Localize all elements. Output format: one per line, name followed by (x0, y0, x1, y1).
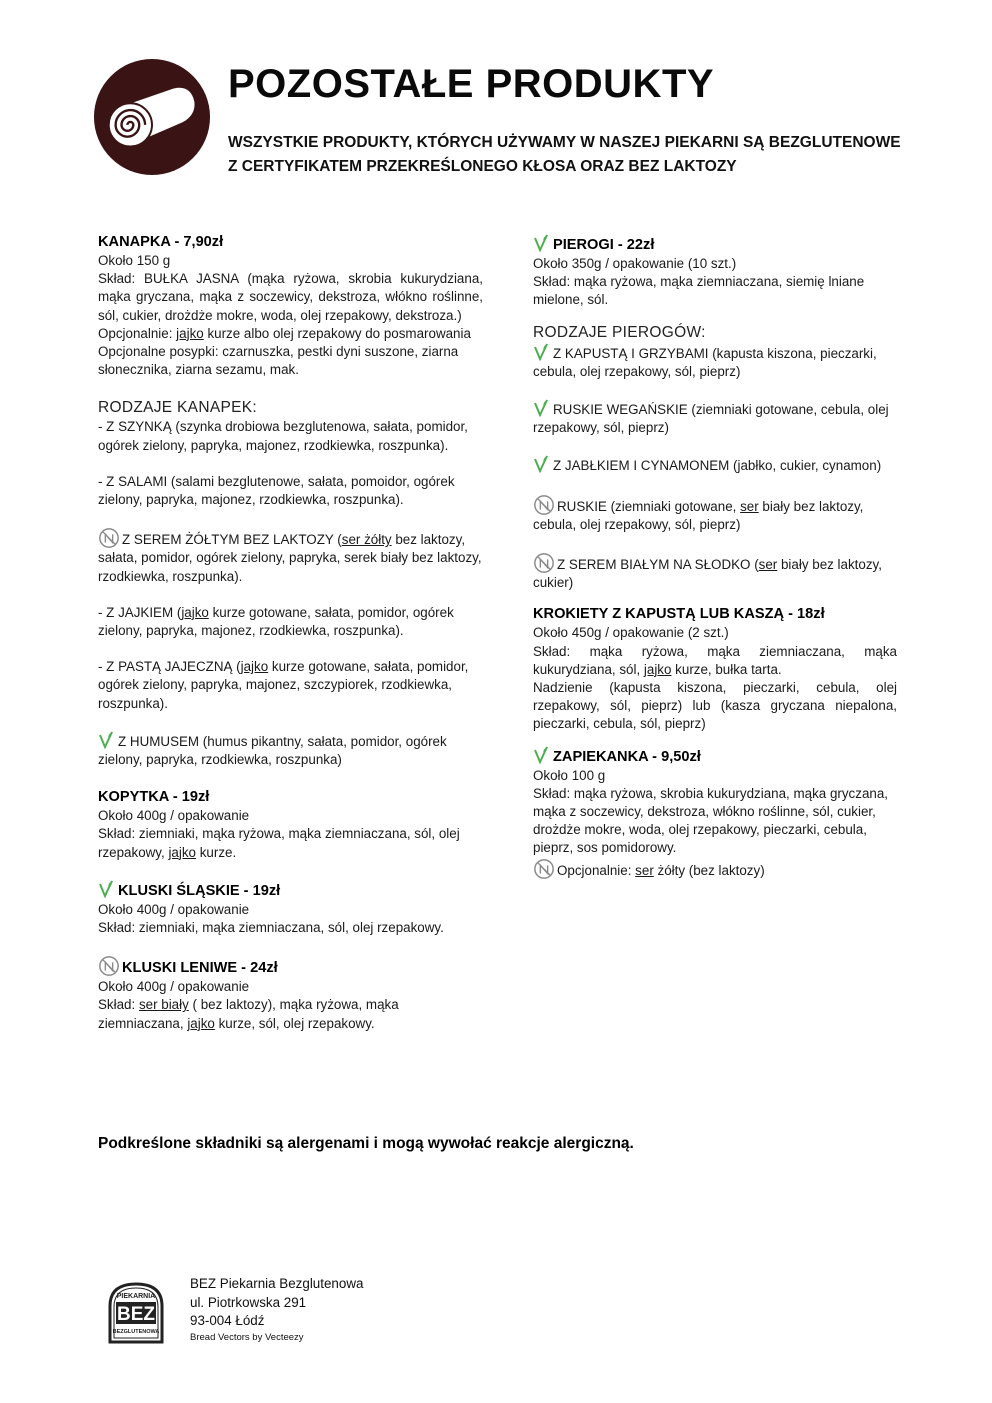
pierogi-ruskie-weganskie (533, 399, 897, 437)
lactose-free-icon (98, 527, 120, 549)
lactose-free-icon (98, 955, 120, 977)
kanapka-pasta-name: - Z PASTĄ JAJECZNĄ ( (98, 659, 241, 675)
logo-text-top: PIEKARNIA (116, 1293, 156, 1300)
pierogi-ruskie-rest: biały bez laktozy, cebula, olej rzepakowy, sól, pieprz) (533, 498, 864, 532)
subtitle-line-1: WSZYSTKIE PRODUKTY, KTÓRYCH UŻYWAMY W NASZEJ PIEKARNI SĄ BEZGLUTENOWE (228, 134, 901, 151)
pierogi-kapusta-text: Z KAPUSTĄ I GRZYBAMI (kapusta kiszona, pieczarki, cebula, olej rzepakowy, sól, pieprz) (533, 345, 877, 379)
allergen-ser-zolty: ser żółty (341, 532, 392, 548)
footer-address (190, 1275, 363, 1345)
kanapka-humus-text: Z HUMUSEM (humus pikantny, sałata, pomidor, ogórek zielony, papryka, rzodkiewka, roszpunka) (98, 733, 447, 768)
leaf-v-icon (533, 234, 549, 252)
pierogi-jablko-text: Z JABŁKIEM I CYNAMONEM (jabłko, cukier, cynamon) (553, 458, 882, 474)
kanapka-jajko (98, 604, 483, 640)
allergen-ser: ser (635, 862, 654, 878)
bakery-logo-icon (104, 1280, 168, 1344)
zapiekanka-optional (533, 858, 897, 880)
leaf-v-icon (98, 880, 114, 898)
krokiety-ingredients (533, 643, 897, 679)
kopytka-weight: Około 400g / opakowanie (98, 808, 250, 824)
leaf-v-icon (98, 731, 114, 749)
kanapka-ser-name: Z SEREM ŻÓŁTYM BEZ LAKTOZY ( (122, 532, 342, 548)
pierogi-ruskie-name: RUSKIE (ziemniaki gotowane, (557, 498, 741, 514)
leaf-v-icon (533, 399, 549, 417)
subtitle-line-2: Z CERTYFIKATEM PRZEKREŚLONEGO KŁOSA ORAZ BEZ LAKTOZY (228, 158, 737, 175)
kanapka-pasta-rest: kurze gotowane, sałata, pomidor, ogórek zielony, papryka, majonez, szczypiorek, rzodkiewka, roszpunka). (98, 659, 469, 711)
allergen-jajko: jajko (643, 661, 672, 677)
allergen-jajko: jajko (176, 325, 204, 341)
kanapka-jajko-name: - Z JAJKIEM ( (98, 604, 182, 620)
allergen-ser: ser (758, 557, 778, 573)
kanapka-weight: Około 150 g (98, 253, 171, 268)
pierogi-jablko (533, 455, 897, 475)
zapiekanka-ingredients: Skład: mąka ryżowa, skrobia kukurydziana, mąka gryczana, mąka z soczewicy, dekstroza, włókno roślinne, sól, cukier, drożdże mokre, woda, olej rzepakowy, pieczarki, cebula, pieprz, sos pomidorowy. (533, 785, 889, 856)
leaf-v-icon (533, 343, 549, 361)
footer-credit: Bread Vectors by Vecteezy (190, 1331, 304, 1343)
krokiety-filling: Nadzienie (kapusta kiszona, pieczarki, cebula, olej rzepakowy, sól, pieprz) lub (kasza gryczana niepalona, pieczarki, cebula, sól, pieprz) (533, 680, 897, 732)
kluski-leniwe-ingredients (98, 996, 483, 1032)
kanapka-title: KANAPKA - 7,90zł (98, 234, 224, 250)
krokiety-ingredients-a: Skład: mąka ryżowa, mąka ziemniaczana, mąka kukurydziana, sól, (533, 643, 897, 677)
krokiety-ingredients-b: kurze, bułka tarta. (671, 661, 782, 677)
allergen-ser: ser (740, 498, 759, 514)
kopytka-ingredients (98, 825, 483, 861)
right-column (533, 234, 897, 880)
zapiekanka-weight: Około 100 g (533, 767, 606, 783)
left-column (98, 232, 483, 1033)
zapiekanka-title (533, 746, 897, 767)
kanapka-optional-rest: kurze albo olej rzepakowy do posmarowania (203, 325, 471, 341)
logo-text-bottom: BEZGLUTENOWA (112, 1329, 160, 1335)
pierogi-ruskie-weganskie-text: RUSKIE WEGAŃSKIE (ziemniaki gotowane, cebula, olej rzepakowy, sól, pieprz) (533, 402, 889, 436)
kluski-slaskie-title (98, 880, 483, 901)
kanapka-toppings: Opcjonalne posypki: czarnuszka, pestki dyni suszone, ziarna słonecznika, ziarna sezamu, mak. (98, 344, 459, 378)
kluski-leniwe-ingredients-b: ( bez laktozy), mąka ryżowa, mąka ziemniaczana, (98, 997, 399, 1031)
lactose-free-icon (533, 494, 555, 516)
kluski-slaskie-title-text: KLUSKI ŚLĄSKIE - 19zł (118, 882, 281, 899)
zapiekanka-optional-rest: żółty (bez laktozy) (653, 862, 765, 878)
lactose-free-icon (533, 552, 555, 574)
pierogi-title-text: PIEROGI - 22zł (553, 237, 655, 253)
kanapka-salami: - Z SALAMI (salami bezglutenowe, sałata, pomoidor, ogórek zielony, papryka, majonez, rzodkiewka, roszpunka). (98, 473, 455, 508)
logo-text-main: BEZ (117, 1304, 155, 1325)
kanapka-humus (98, 731, 483, 769)
leaf-v-icon (533, 455, 549, 473)
bread-roll-logo-icon (93, 58, 211, 176)
allergen-note: Podkreślone składniki są alergenami i mogą wywołać reakcje alergiczną. (98, 1135, 634, 1152)
kanapka-ingredients: Skład: BUŁKA JASNA (mąka ryżowa, skrobia kukurydziana, mąka gryczana, mąka z soczewicy, dekstroza, włókno roślinne, sól, cukier, drożdże mokre, woda, olej rzepakowy, dekstroza.) (98, 271, 483, 323)
pierogi-ruskie (533, 494, 897, 534)
footer-city: 93-004 Łódź (190, 1313, 265, 1328)
kopytka-ingredients-a: Skład: ziemniaki, mąka ryżowa, mąka ziemniaczana, sól, olej rzepakowy, (98, 826, 460, 860)
page-title: POZOSTAŁE PRODUKTY (228, 62, 715, 106)
kanapka-optional-label: Opcjonalnie: (98, 325, 177, 341)
kopytka-title: KOPYTKA - 19zł (98, 789, 210, 806)
pierogi-ser-bialy-rest: biały bez laktozy, cukier) (533, 557, 882, 591)
zapiekanka-optional-label: Opcjonalnie: (557, 862, 636, 878)
kanapka-ser (98, 527, 483, 586)
footer-name: BEZ Piekarnia Bezglutenowa (190, 1276, 364, 1291)
kanapka-optional (98, 325, 483, 343)
lactose-free-icon (533, 858, 555, 880)
pierogi-title (533, 234, 897, 255)
kluski-slaskie-ingredients: Skład: ziemniaki, mąka ziemniaczana, sól, olej rzepakowy. (98, 920, 444, 936)
footer-street: ul. Piotrkowska 291 (190, 1294, 307, 1310)
kluski-leniwe-weight: Około 400g / opakowanie (98, 979, 250, 995)
kanapka-ser-rest: bez laktozy, sałata, pomidor, ogórek zielony, papryka, serek biały bez laktozy, rzodkiewka, roszpunka). (98, 532, 482, 584)
krokiety-weight: Około 450g / opakowanie (2 szt.) (533, 625, 729, 641)
allergen-jajko: jajko (181, 604, 209, 620)
kluski-slaskie-weight: Około 400g / opakowanie (98, 901, 250, 917)
allergen-jajko: jajko (240, 659, 269, 675)
pierogi-ser-bialy (533, 552, 897, 592)
allergen-jajko: jajko (168, 844, 196, 860)
pierogi-types-heading: RODZAJE PIEROGÓW: (533, 323, 706, 341)
leaf-v-icon (533, 746, 549, 764)
kopytka-ingredients-b: kurze. (196, 844, 237, 860)
kluski-leniwe-title-text: KLUSKI LENIWE - 24zł (122, 960, 278, 977)
kluski-leniwe-title (98, 955, 483, 978)
kanapka-pasta (98, 658, 483, 713)
kanapka-jajko-rest: kurze gotowane, sałata, pomidor, ogórek zielony, papryka, majonez, rzodkiewka, roszpunka). (98, 604, 454, 639)
krokiety-title: KROKIETY Z KAPUSTĄ LUB KASZĄ - 18zł (533, 606, 825, 623)
zapiekanka-title-text: ZAPIEKANKA - 9,50zł (553, 748, 701, 765)
allergen-ser-bialy: ser biały (138, 997, 189, 1013)
pierogi-kapusta (533, 343, 897, 381)
pierogi-ingredients: Skład: mąka ryżowa, mąka ziemniaczana, siemię lniane mielone, sól. (533, 274, 865, 308)
kluski-leniwe-ingredients-c: kurze, sól, olej rzepakowy. (214, 1015, 375, 1031)
pierogi-weight: Około 350g / opakowanie (10 szt.) (533, 256, 737, 271)
allergen-jajko: jajko (187, 1015, 215, 1031)
kanapki-types-heading: RODZAJE KANAPEK: (98, 399, 257, 417)
kanapka-szynka: - Z SZYNKĄ (szynka drobiowa bezglutenowa, sałata, pomidor, ogórek zielony, papryka, majonez, rzodkiewka, roszpunka). (98, 419, 468, 453)
pierogi-ser-bialy-name: Z SEREM BIAŁYM NA SŁODKO ( (557, 557, 759, 573)
kluski-leniwe-ingredients-a: Skład: (98, 997, 139, 1013)
